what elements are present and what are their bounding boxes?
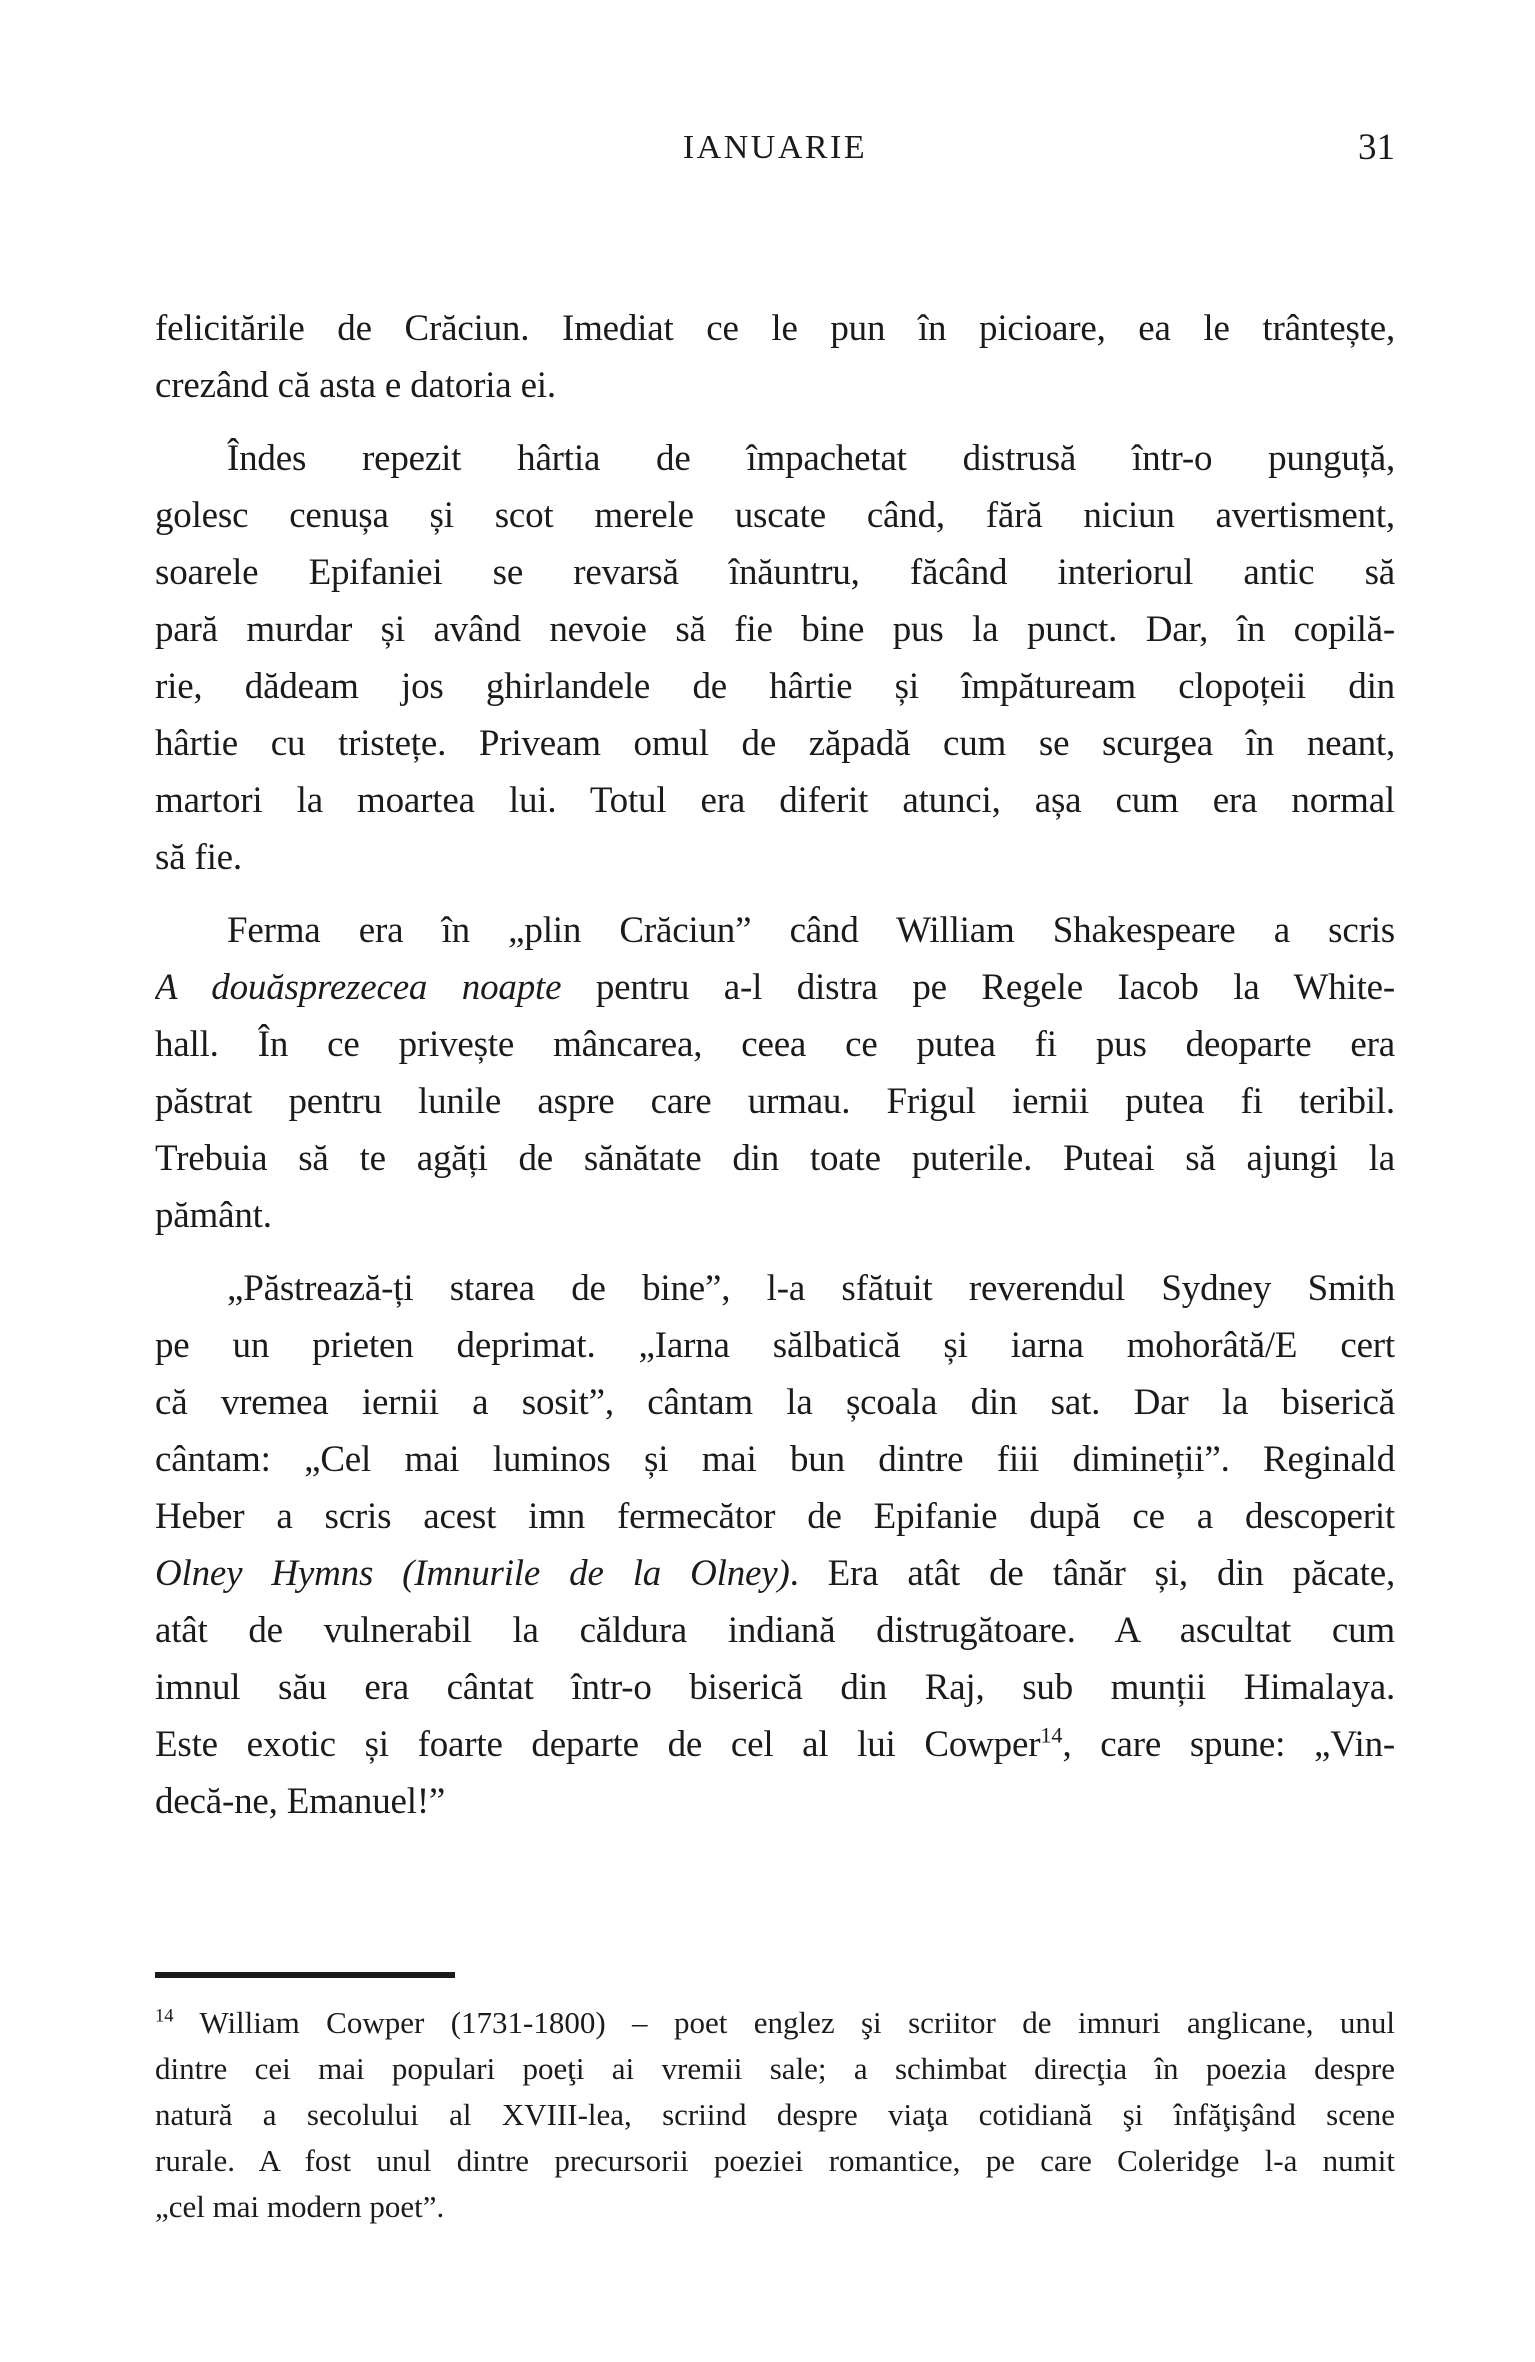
text-line <box>155 487 1395 544</box>
text-line <box>155 357 1395 414</box>
text-segment: pară murdar și având nevoie să fie bine pus la punct. Dar, în copilă- <box>155 609 1395 650</box>
text-line <box>155 1431 1395 1488</box>
running-head <box>155 126 1395 170</box>
text-line <box>155 772 1395 829</box>
text-segment: soarele Epifaniei se revarsă înăuntru, făcând interiorul antic să <box>155 552 1395 593</box>
text-segment: atât de vulnerabil la căldura indiană distrugătoare. A ascultat cum <box>155 1610 1395 1651</box>
text-segment: să fie. <box>155 837 242 878</box>
text-line <box>155 601 1395 658</box>
text-segment: martori la moartea lui. Totul era diferit atunci, așa cum era normal <box>155 780 1395 821</box>
text-line <box>155 1260 1395 1317</box>
text-line <box>155 1716 1395 1773</box>
text-line <box>155 902 1395 959</box>
text-segment: , care spune: „Vin- <box>1062 1724 1395 1765</box>
text-line <box>155 1374 1395 1431</box>
text-segment: felicitările de Crăciun. Imediat ce le pun în picioare, ea le trântește, <box>155 308 1395 349</box>
text-segment: crezând că asta e datoria ei. <box>155 365 556 406</box>
text-line <box>155 2184 1395 2230</box>
text-segment: decă-ne, Emanuel!” <box>155 1781 446 1822</box>
text-segment: William Cowper (1731-1800) – poet englez şi scriitor de imnuri anglicane, unul <box>173 2005 1395 2040</box>
text-line <box>155 2138 1395 2184</box>
text-line <box>155 430 1395 487</box>
text-line <box>155 1545 1395 1602</box>
text-line <box>155 2046 1395 2092</box>
text-segment: rurale. A fost unul dintre precursorii poeziei romantice, pe care Coleridge l-a numit <box>155 2143 1395 2178</box>
text-segment: A douăsprezecea noapte <box>155 967 562 1008</box>
text-segment: pe un prieten deprimat. „Iarna sălbatică și iarna mohorâtă/E cert <box>155 1325 1395 1366</box>
text-segment: Heber a scris acest imn fermecător de Epifanie după ce a descoperit <box>155 1496 1395 1537</box>
text-segment: golesc cenușa și scot merele uscate când, fără niciun avertisment, <box>155 495 1395 536</box>
text-line <box>155 658 1395 715</box>
text-segment: păstrat pentru lunile aspre care urmau. Frigul iernii putea fi teribil. <box>155 1081 1395 1122</box>
text-line <box>155 1317 1395 1374</box>
text-segment: Olney Hymns (Imnurile de la Olney) <box>155 1553 790 1594</box>
text-segment: pentru a-l distra pe Regele Iacob la White- <box>561 967 1395 1008</box>
text-line <box>155 1016 1395 1073</box>
paragraph <box>155 300 1395 414</box>
text-segment: Îndes repezit hârtia de împachetat distrusă într-o punguță, <box>227 438 1395 479</box>
footnote-reference: 14 <box>155 2005 174 2027</box>
text-line <box>155 715 1395 772</box>
text-line <box>155 1130 1395 1187</box>
page-number: 31 <box>1358 127 1395 168</box>
paragraph <box>155 1260 1395 1830</box>
text-line <box>155 300 1395 357</box>
text-line <box>155 829 1395 886</box>
text-segment: . Era atât de tânăr și, din păcate, <box>789 1553 1395 1594</box>
text-segment: hârtie cu tristețe. Priveam omul de zăpadă cum se scurgea în neant, <box>155 723 1395 764</box>
text-line <box>155 1073 1395 1130</box>
body-text <box>155 300 1395 1830</box>
text-line <box>155 1773 1395 1830</box>
text-line <box>155 2092 1395 2138</box>
text-segment: rie, dădeam jos ghirlandele de hârtie și împătuream clopoțeii din <box>155 666 1395 707</box>
text-segment: imnul său era cântat într-o biserică din Raj, sub munții Himalaya. <box>155 1667 1395 1708</box>
text-segment: „Păstrează-ți starea de bine”, l-a sfătuit reverendul Sydney Smith <box>227 1268 1395 1309</box>
text-segment: „cel mai modern poet”. <box>155 2189 445 2224</box>
text-segment: Trebuia să te agăți de sănătate din toate puterile. Puteai să ajungi la <box>155 1138 1395 1179</box>
text-line <box>155 1187 1395 1244</box>
footnote <box>155 2000 1395 2230</box>
text-segment: că vremea iernii a sosit”, cântam la școala din sat. Dar la biserică <box>155 1382 1395 1423</box>
chapter-header: IANUARIE <box>682 129 868 166</box>
text-segment: Este exotic și foarte departe de cel al lui Cowper <box>155 1724 1041 1765</box>
text-line <box>155 1488 1395 1545</box>
text-segment: pământ. <box>155 1195 272 1236</box>
paragraph <box>155 902 1395 1244</box>
text-line <box>155 1659 1395 1716</box>
text-segment: Ferma era în „plin Crăciun” când William Shakespeare a scris <box>227 910 1395 951</box>
text-segment: hall. În ce privește mâncarea, ceea ce putea fi pus deoparte era <box>155 1024 1395 1065</box>
text-segment: cântam: „Cel mai luminos și mai bun dintre fiii dimineții”. Reginald <box>155 1439 1395 1480</box>
text-line <box>155 1602 1395 1659</box>
text-segment: natură a secolului al XVIII-lea, scriind despre viaţa cotidiană şi înfăţişând scene <box>155 2097 1395 2132</box>
text-line <box>155 2000 1395 2046</box>
footnote-reference: 14 <box>1040 1722 1063 1748</box>
text-line <box>155 544 1395 601</box>
text-segment: dintre cei mai populari poeţi ai vremii sale; a schimbat direcţia în poezia despre <box>155 2051 1395 2086</box>
footnote-divider <box>155 1972 455 1978</box>
paragraph <box>155 430 1395 886</box>
text-line <box>155 959 1395 1016</box>
